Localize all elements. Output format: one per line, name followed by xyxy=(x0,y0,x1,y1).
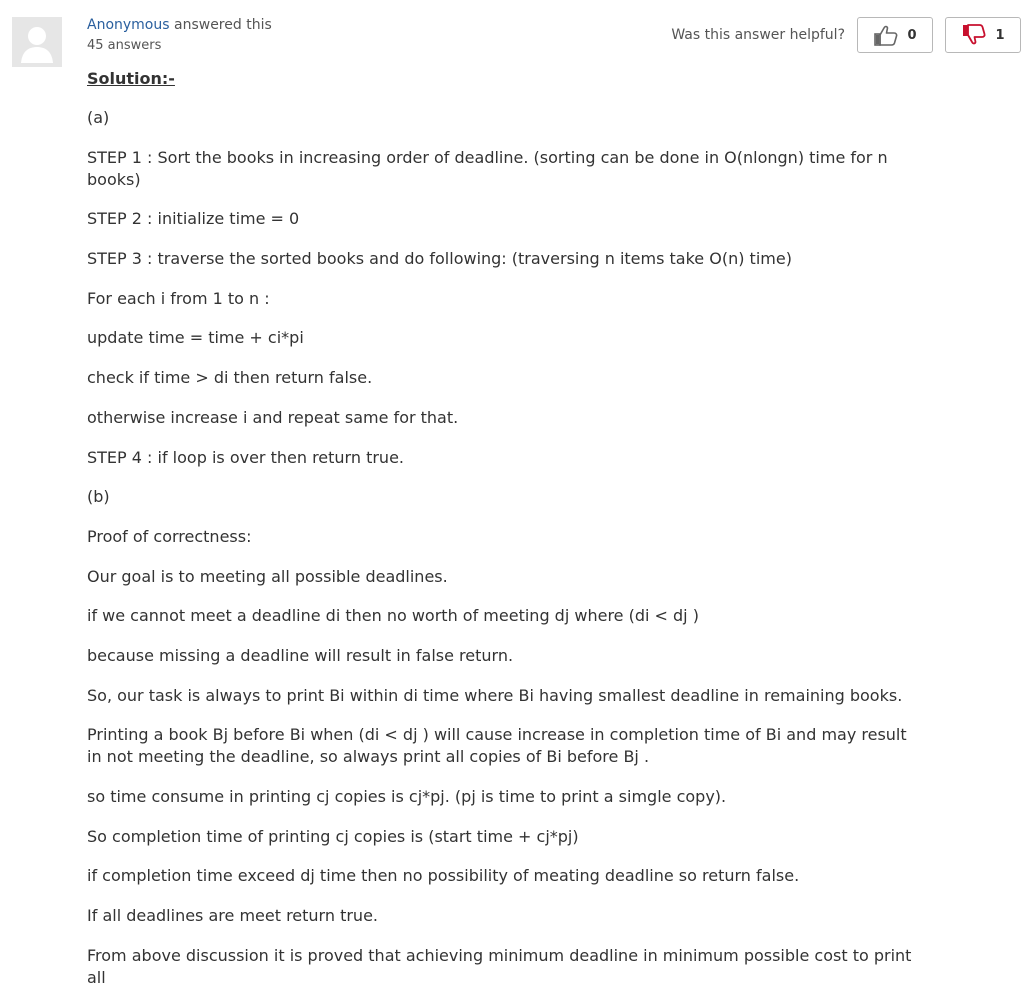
author-name-link[interactable]: Anonymous xyxy=(87,17,170,33)
answer-paragraph: STEP 1 : Sort the books in increasing order of deadline. (sorting can be done in O(nlongn) time for n books) xyxy=(87,147,888,189)
author-answers-count: 45 answers xyxy=(87,38,162,53)
answer-paragraph: because missing a deadline will result in false return. xyxy=(87,645,514,665)
answer-paragraph: if we cannot meet a deadline di then no worth of meeting dj where (di < dj ) xyxy=(87,606,699,626)
answer-paragraph: so time consume in printing cj copies is cj*pj. (pj is time to print a simgle copy). xyxy=(87,787,727,806)
downvote-count: 1 xyxy=(995,27,1005,43)
author-info xyxy=(87,15,272,56)
author-action: answered this xyxy=(174,17,272,33)
upvote-button[interactable] xyxy=(857,17,933,53)
author-line xyxy=(87,15,272,35)
answer-paragraph: check if time > di then return false. xyxy=(87,368,373,388)
answer-paragraph: STEP 4 : if loop is over then return true. xyxy=(87,447,404,467)
answer-body xyxy=(87,68,917,1006)
answer-paragraph: For each i from 1 to n : xyxy=(87,288,270,308)
helpful-feedback xyxy=(671,17,1021,53)
thumbs-down-icon xyxy=(961,22,987,48)
solution-heading: Solution:- xyxy=(87,69,175,88)
answer-paragraph: So completion time of printing cj copies is (start time + cj*pj) xyxy=(87,826,579,846)
default-user-icon xyxy=(12,17,62,67)
answer-paragraph: So, our task is always to print Bi within di time where Bi having smallest deadline in remaining books. xyxy=(87,685,903,705)
answer-paragraph: From above discussion it is proved that achieving minimum deadline in minimum possible cost to print all xyxy=(87,945,912,987)
answer-paragraph: (b) xyxy=(87,487,110,507)
answer-paragraph: otherwise increase i and repeat same for that. xyxy=(87,407,459,427)
downvote-button[interactable] xyxy=(945,17,1021,53)
answer-paragraph: Printing a book Bj before Bi when (di < dj ) will cause increase in completion time of Bi and may result in not meeting the deadline, so always print all copies of Bi before Bj . xyxy=(87,725,907,767)
answer-paragraph: Our goal is to meeting all possible deadlines. xyxy=(87,566,448,586)
answer-paragraph: If all deadlines are meet return true. xyxy=(87,906,378,926)
upvote-count: 0 xyxy=(907,27,917,43)
answer-paragraph: if completion time exceed dj time then no possibility of meating deadline so return false. xyxy=(87,866,800,886)
answer-paragraph: Proof of correctness: xyxy=(87,526,252,546)
thumbs-up-icon xyxy=(873,22,899,48)
answer-paragraph: (a) xyxy=(87,108,110,127)
answer-paragraph: update time = time + ci*pi xyxy=(87,328,304,348)
answer-paragraph: STEP 2 : initialize time = 0 xyxy=(87,209,300,229)
answer-paragraph: STEP 3 : traverse the sorted books and do following: (traversing n items take O(n) time) xyxy=(87,249,792,269)
avatar xyxy=(12,17,62,67)
helpful-question: Was this answer helpful? xyxy=(671,27,845,43)
